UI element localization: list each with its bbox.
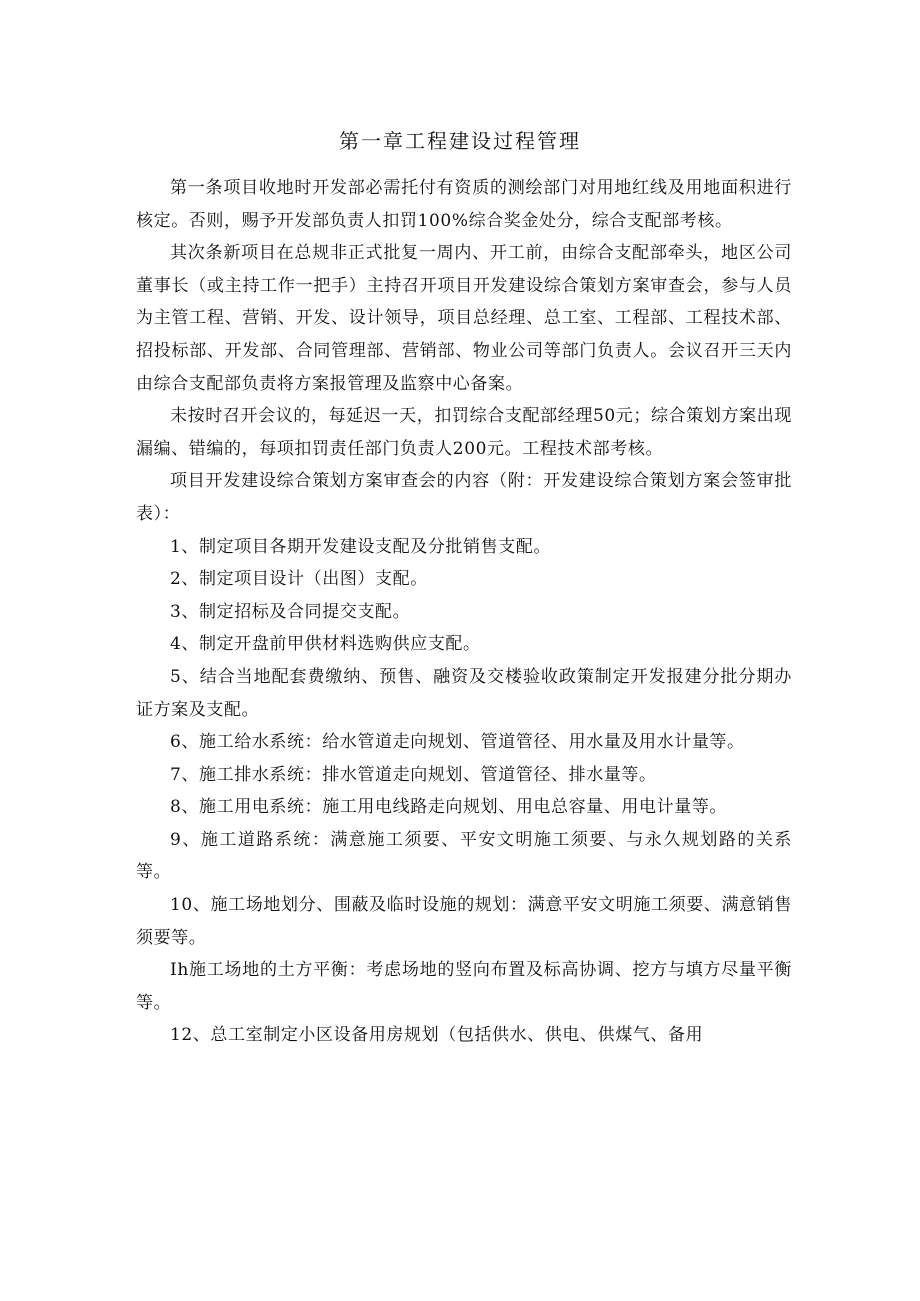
list-item: 12、总工室制定小区设备用房规划（包括供水、供电、供煤气、备用 (170, 1025, 704, 1046)
list-item: 6、施工给水系统：给水管道走向规划、管道管径、用水量及用水计量等。 (170, 732, 745, 753)
list-item: 4、制定开盘前甲供材料选购供应支配。 (170, 634, 481, 655)
document-body (136, 172, 792, 1052)
paragraph-penalty: 未按时召开会议的，每延迟一天，扣罚综合支配部经理50元；综合策划方案出现漏编、错编的，每项扣罚责任部门负责人200元。工程技术部考核。 (136, 406, 792, 459)
paragraph-article-2: 其次条新项目在总规非正式批复一周内、开工前，由综合支配部牵头，地区公司董事长（或主持工作一把手）主持召开项目开发建设综合策划方案审查会，参与人员为主管工程、营销、开发、设计领导，项目总经理、总工室、工程部、工程技术部、招投标部、开发部、合同管理部、营销部、物业公司等部门负责人。会议召开三天内由综合支配部负责将方案报管理及监察中心备案。 (136, 243, 792, 394)
list-item: 1、制定项目各期开发建设支配及分批销售支配。 (170, 536, 552, 557)
paragraph-meeting-content: 项目开发建设综合策划方案审查会的内容（附：开发建设综合策划方案会签审批表）： (136, 471, 792, 524)
list-item: 10、施工场地划分、围蔽及临时设施的规划：满意平安文明施工须要、满意销售须要等。 (136, 895, 792, 948)
list-item: 3、制定招标及合同提交支配。 (170, 601, 411, 622)
list-item: 5、结合当地配套费缴纳、预售、融资及交楼验收政策制定开发报建分批分期办证方案及支配。 (136, 666, 792, 720)
page-title: 第一章工程建设过程管理 (339, 129, 581, 153)
list-item: Ih施工场地的土方平衡：考虑场地的竖向布置及标高协调、挖方与填方尽量平衡等。 (136, 960, 792, 1013)
list-item: 8、施工用电系统：施工用电线路走向规划、用电总容量、用电计量等。 (170, 797, 728, 818)
list-item: 9、施工道路系统：满意施工须要、平安文明施工须要、与永久规划路的关系等。 (136, 829, 792, 883)
list-item: 7、施工排水系统：排水管道走向规划、管道管径、排水量等。 (170, 764, 657, 785)
list-item: 2、制定项目设计（出图）支配。 (170, 569, 428, 590)
paragraph-article-1: 第一条项目收地时开发部必需托付有资质的测绘部门对用地红线及用地面积进行核定。否则，赐予开发部负责人扣罚100%综合奖金处分，综合支配部考核。 (136, 178, 792, 231)
